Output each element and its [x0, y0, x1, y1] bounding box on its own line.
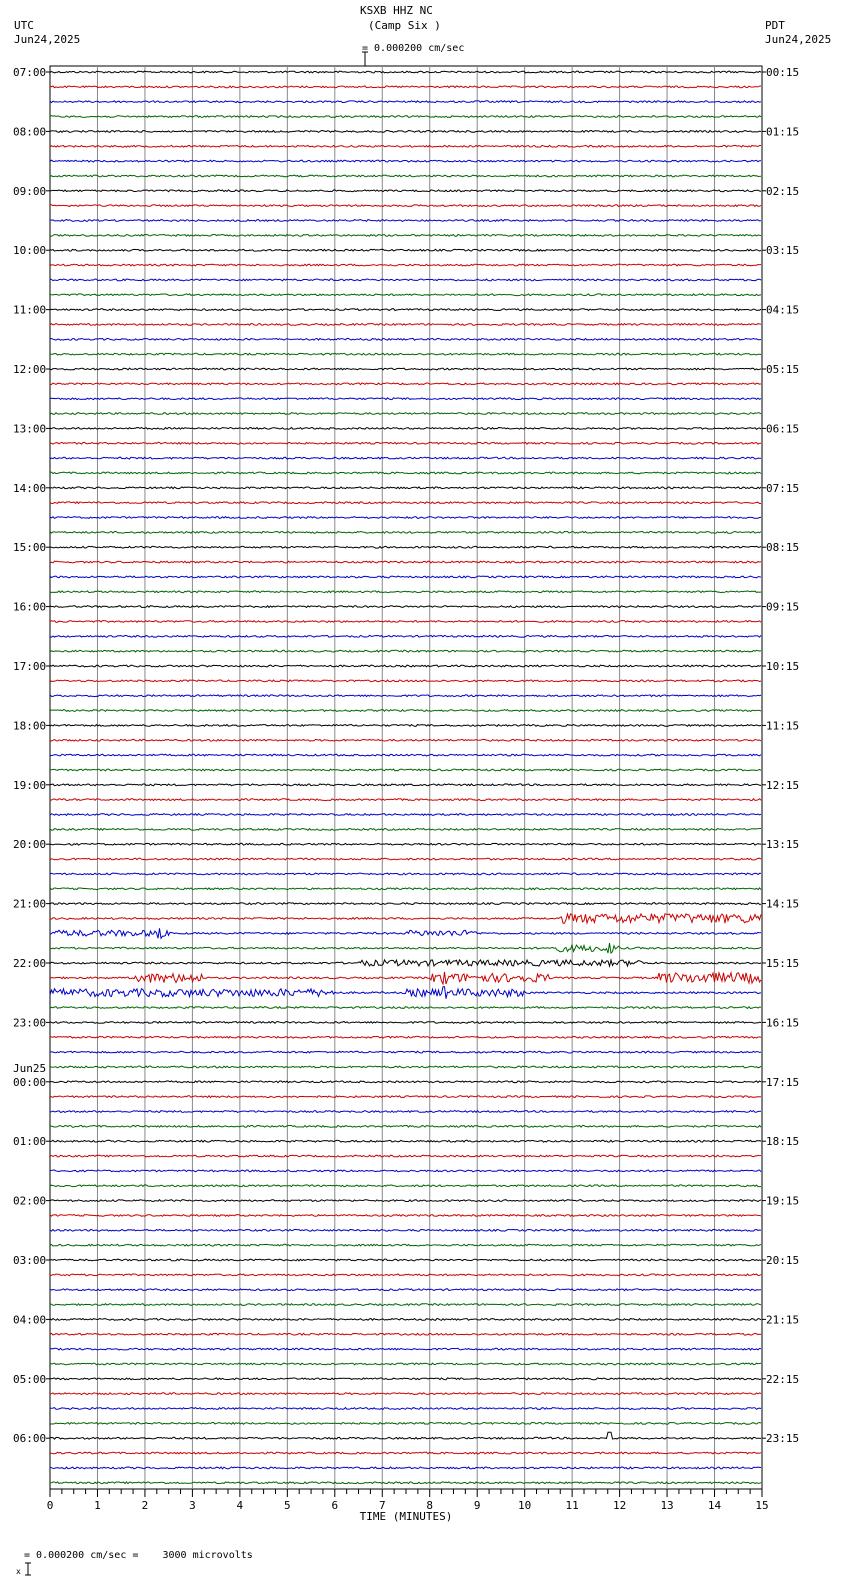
trace-line	[50, 1185, 761, 1187]
utc-hour-label: 15:00	[13, 541, 47, 555]
x-axis-label: TIME (MINUTES)	[359, 1510, 453, 1523]
trace-line	[50, 739, 761, 741]
station-title: KSXB HHZ NC	[360, 4, 433, 17]
trace-line	[50, 799, 761, 801]
trace-line	[50, 1022, 761, 1024]
trace-line	[50, 220, 761, 222]
pdt-hour-label: 08:15	[766, 541, 800, 555]
trace-line	[50, 972, 761, 984]
trace-line	[50, 205, 761, 207]
trace-line	[50, 1155, 761, 1157]
utc-hour-label: 06:00	[13, 1432, 47, 1446]
pdt-hour-label: 13:15	[766, 838, 800, 852]
trace-line	[50, 472, 761, 474]
utc-hour-label: 09:00	[13, 184, 47, 198]
utc-hour-label: 13:00	[13, 422, 47, 436]
trace-line	[50, 442, 761, 444]
right-date: Jun24,2025	[765, 33, 832, 46]
pdt-hour-label: 16:15	[766, 1016, 800, 1030]
trace-line	[50, 784, 761, 786]
trace-line	[50, 665, 761, 667]
trace-line	[50, 324, 761, 326]
right-timezone: PDT	[765, 19, 785, 32]
scale-label: = 0.000200 cm/sec	[362, 43, 465, 54]
utc-hour-label: 00:00	[13, 1075, 47, 1089]
trace-line	[50, 1215, 761, 1217]
x-tick-label: 8	[426, 1499, 434, 1512]
trace-line	[50, 725, 761, 727]
utc-hour-label: 19:00	[13, 778, 47, 792]
trace-line	[50, 843, 761, 845]
trace-line	[50, 71, 761, 73]
x-tick-label: 14	[707, 1499, 722, 1512]
trace-line	[50, 546, 761, 548]
trace-line	[50, 1274, 761, 1276]
trace-line	[50, 710, 761, 712]
trace-line	[50, 858, 761, 860]
trace-line	[50, 1333, 761, 1335]
trace-line	[50, 145, 761, 147]
pdt-hour-label: 12:15	[766, 778, 800, 792]
trace-line	[50, 279, 761, 281]
x-tick-label: 10	[518, 1499, 532, 1512]
trace-line	[50, 1036, 761, 1038]
trace-line	[50, 695, 761, 697]
trace-line	[50, 502, 761, 504]
trace-line	[50, 903, 761, 905]
pdt-hour-label: 21:15	[766, 1313, 800, 1327]
left-date: Jun24,2025	[14, 33, 81, 46]
trace-line	[50, 769, 761, 771]
trace-line	[50, 888, 761, 890]
trace-line	[50, 1467, 761, 1469]
trace-line	[50, 160, 761, 162]
pdt-hour-label: 17:15	[766, 1075, 800, 1089]
trace-line	[50, 1408, 761, 1410]
trace-line	[50, 1111, 761, 1113]
utc-hour-label: 05:00	[13, 1372, 47, 1386]
trace-line	[50, 650, 761, 652]
pdt-hour-label: 14:15	[766, 897, 800, 911]
utc-hour-label: 03:00	[13, 1254, 47, 1267]
utc-hour-label: 17:00	[13, 660, 47, 673]
date-change-label: Jun25	[13, 1061, 47, 1075]
trace-line	[50, 1348, 761, 1350]
trace-line	[50, 1319, 761, 1321]
trace-line	[50, 1066, 761, 1068]
trace-line	[50, 1007, 761, 1009]
trace-line	[50, 1393, 761, 1395]
trace-line	[50, 814, 761, 816]
pdt-hour-label: 22:15	[766, 1372, 800, 1386]
pdt-hour-label: 01:15	[766, 125, 800, 139]
trace-line	[50, 383, 761, 385]
pdt-hour-label: 02:15	[766, 184, 800, 198]
trace-line	[50, 175, 761, 177]
trace-line	[50, 101, 761, 103]
trace-line	[50, 561, 761, 563]
footer-marker-icon	[2, 1547, 22, 1576]
trace-line	[50, 829, 761, 831]
trace-line	[50, 1170, 761, 1172]
trace-line	[50, 1259, 761, 1261]
trace-line	[50, 943, 761, 953]
pdt-hour-label: 00:15	[766, 66, 800, 79]
station-location: (Camp Six )	[368, 19, 441, 32]
utc-hour-label: 22:00	[13, 957, 47, 970]
pdt-hour-label: 15:15	[766, 957, 800, 970]
pdt-hour-label: 07:15	[766, 481, 800, 495]
trace-line	[50, 1140, 761, 1142]
trace-line	[50, 116, 761, 118]
trace-line	[50, 1200, 761, 1202]
utc-hour-label: 07:00	[13, 66, 47, 79]
trace-line	[50, 1051, 761, 1053]
svg-text:x: x	[16, 1567, 22, 1576]
trace-line	[50, 428, 761, 430]
utc-hour-label: 08:00	[13, 125, 47, 139]
footer-scale-note: = 0.000200 cm/sec = 3000 microvolts	[24, 1550, 253, 1561]
trace-line	[50, 532, 761, 534]
x-tick-label: 0	[46, 1499, 54, 1512]
trace-line	[50, 264, 761, 266]
trace-line	[50, 1081, 761, 1083]
trace-line	[50, 873, 761, 875]
pdt-hour-label: 06:15	[766, 422, 800, 436]
utc-hour-label: 01:00	[13, 1135, 47, 1149]
trace-line	[50, 1126, 761, 1128]
pdt-hour-label: 03:15	[766, 244, 800, 258]
trace-line	[50, 635, 761, 637]
x-tick-label: 6	[331, 1499, 339, 1512]
pdt-hour-label: 18:15	[766, 1135, 800, 1149]
x-tick-label: 4	[236, 1499, 244, 1512]
trace-line	[50, 249, 761, 251]
pdt-hour-label: 20:15	[766, 1254, 800, 1267]
trace-line	[50, 398, 761, 400]
trace-line	[50, 1244, 761, 1246]
pdt-hour-label: 10:15	[766, 660, 800, 673]
trace-line	[50, 1229, 761, 1231]
x-tick-label: 11	[565, 1499, 579, 1512]
trace-line	[50, 960, 761, 966]
x-tick-label: 3	[189, 1499, 196, 1512]
x-tick-label: 13	[660, 1499, 674, 1512]
pdt-hour-label: 09:15	[766, 600, 800, 614]
trace-line	[50, 928, 761, 938]
trace-line	[50, 86, 761, 88]
utc-hour-label: 21:00	[13, 897, 47, 911]
trace-line	[50, 576, 761, 578]
trace-line	[50, 1096, 761, 1098]
utc-hour-label: 04:00	[13, 1313, 47, 1327]
trace-line	[50, 1363, 761, 1365]
trace-line	[50, 1304, 761, 1306]
utc-hour-label: 14:00	[13, 481, 47, 495]
trace-line	[50, 235, 761, 237]
trace-line	[50, 1482, 761, 1484]
trace-line	[50, 1452, 761, 1454]
pdt-hour-label: 11:15	[766, 719, 800, 733]
utc-hour-label: 18:00	[13, 719, 47, 733]
trace-line	[50, 591, 761, 593]
left-timezone: UTC	[14, 19, 34, 32]
trace-line	[50, 754, 761, 756]
trace-line	[50, 1432, 761, 1439]
x-tick-label: 5	[284, 1499, 291, 1512]
utc-hour-label: 02:00	[13, 1194, 47, 1208]
trace-line	[50, 987, 761, 999]
utc-hour-label: 12:00	[13, 363, 47, 376]
utc-hour-label: 23:00	[13, 1016, 47, 1030]
trace-line	[50, 457, 761, 459]
trace-line	[50, 680, 761, 682]
pdt-hour-label: 23:15	[766, 1432, 800, 1446]
trace-line	[50, 914, 761, 924]
x-tick-label: 15	[755, 1499, 769, 1512]
x-tick-label: 2	[141, 1499, 149, 1512]
pdt-hour-label: 04:15	[766, 303, 800, 317]
trace-line	[50, 621, 761, 623]
pdt-hour-label: 05:15	[766, 363, 800, 376]
x-tick-label: 7	[378, 1499, 386, 1512]
utc-hour-label: 16:00	[13, 600, 47, 614]
utc-hour-label: 11:00	[13, 303, 47, 317]
utc-hour-label: 10:00	[13, 244, 47, 258]
trace-line	[50, 1423, 761, 1425]
trace-line	[50, 487, 761, 489]
x-tick-label: 12	[612, 1499, 627, 1512]
trace-line	[50, 517, 761, 519]
trace-line	[50, 190, 761, 192]
x-tick-label: 1	[94, 1499, 101, 1512]
trace-line	[50, 353, 761, 355]
trace-line	[50, 1378, 761, 1380]
trace-line	[50, 309, 761, 311]
trace-line	[50, 413, 761, 415]
trace-line	[50, 338, 761, 340]
pdt-hour-label: 19:15	[766, 1194, 800, 1208]
trace-line	[50, 294, 761, 296]
x-tick-label: 9	[473, 1499, 481, 1512]
trace-line	[50, 131, 761, 133]
utc-hour-label: 20:00	[13, 838, 47, 852]
trace-line	[50, 606, 761, 608]
trace-line	[50, 1289, 761, 1291]
trace-line	[50, 368, 761, 370]
